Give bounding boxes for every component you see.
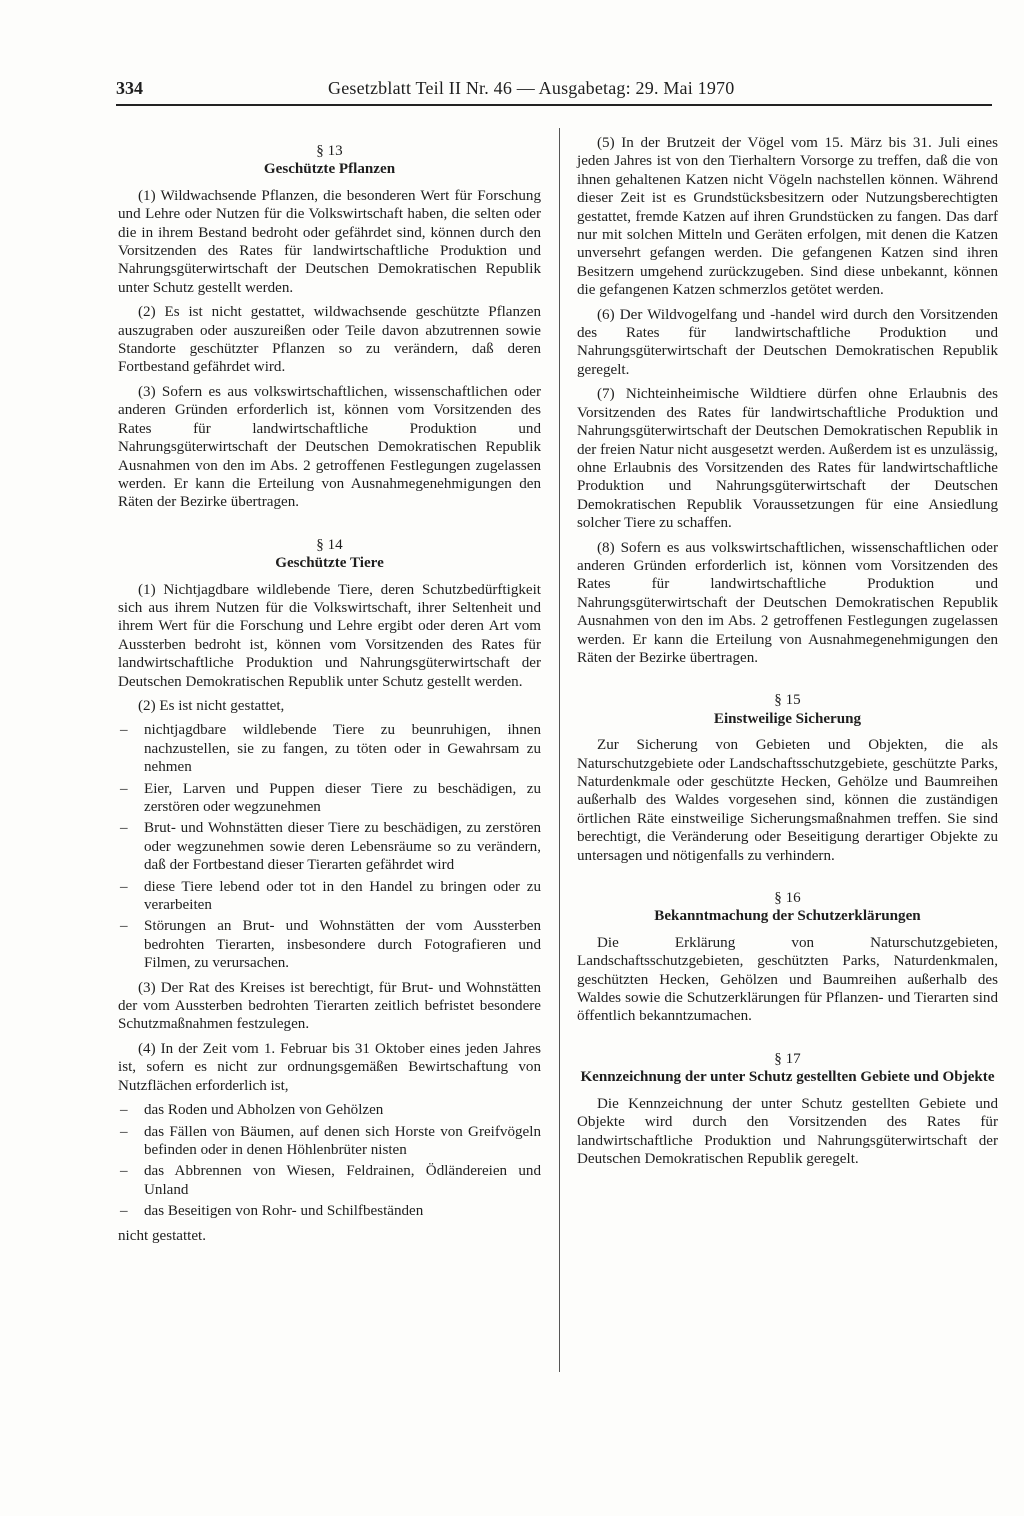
list-item: – das Fällen von Bäumen, auf denen sich Horste von Greifvögeln befinden oder in denen Höhlenbrüter nisten [120,1123,541,1158]
section-14-para-2-intro: (2) Es ist nicht gestattet, [138,697,285,714]
left-column [118,134,541,1251]
list-item: – diese Tiere lebend oder tot in den Handel zu bringen oder zu verarbeiten [120,878,541,914]
section-15-number: § 15 [774,692,801,709]
list-item: – Störungen an Brut- und Wohnstätten der vom Aussterben bedrohten Tierarten, insbesondere durch Fotografieren und Filmen, zu verursachen. [120,918,541,972]
section-13-number: § 13 [316,143,343,159]
section-14-para-3: (3) Der Rat des Kreises ist berechtigt, für Brut- und Wohnstätten der vom Aussterben bedrohten Tierarten zeitlich befristet besondere Schutzmaßnahmen festzulegen. [118,979,541,1033]
section-13-para-3: (3) Sofern es aus volkswirtschaftlichen, wissenschaftlichen oder anderen Gründen erforderlich ist, können vom Vorsitzenden des Rates für landwirtschaftliche Produktion und Nahrungsgüterwirtschaft der Deutschen Demokratischen Republik Ausnahmen von den im Abs. 2 getroffenen Festlegungen zugelassen werden. Er kann die Erteilung von Ausnahmegenehmigungen den Räten der Bezirke übertragen. [118,383,541,511]
section-14-para-1: (1) Nichtjagdbare wildlebende Tiere, deren Schutzbedürftigkeit sich aus ihrem Nutzen für die Volkswirtschaft, ihrer Seltenheit und ihrem Wert für die Forschung und Lehre ergibt oder deren Art vom Aussterben bedroht ist, können vom Vorsitzenden des Rates für landwirtschaftliche Produktion und Nahrungsgüterwirtschaft der Deutschen Demokratischen Republik unter Schutz gestellt werden. [118,581,541,690]
section-16-title: Bekanntmachung der Schutzerklärungen [654,908,921,925]
section-14-para-4-end: nicht gestattet. [118,1227,207,1244]
list-item: – Eier, Larven und Puppen dieser Tiere zu beschädigen, zu zerstören oder wegzunehmen [120,780,541,815]
section-14-para-6: (6) Der Wildvogelfang und -handel wird durch den Vorsitzenden des Rates für landwirtschaftliche Produktion und Nahrungsgüterwirtschaft der Deutschen Demokratischen Republik geregelt. [577,306,998,378]
section-14-para-8: (8) Sofern es aus volkswirtschaftlichen, wissenschaftlichen oder anderen Gründen erforderlich ist, können vom Vorsitzenden des Rates für landwirtschaftliche Produktion und Nahrungsgüterwirtschaft der Deutschen Demokratischen Republik Ausnahmen von den im Abs. 2 getroffenen Festlegungen zugelassen werden. Er kann die Erteilung von Ausnahmegenehmigungen den Räten der Bezirke übertragen. [577,539,998,666]
section-13-para-2: (2) Es ist nicht gestattet, wildwachsende geschützte Pflanzen auszugraben oder auszureißen oder Teile davon abzutrennen sowie Standorte geschützter Pflanzen so zu verändern, daß deren Fortbestand gefährdet wird. [118,304,541,376]
list-item: – Brut- und Wohnstätten dieser Tiere zu beschädigen, zu zerstören oder wegzunehmen sowie deren Lebensräume so zu verändern, daß der Fortbestand dieser Tierarten gefährdet wird [120,820,541,874]
section-14-number: § 14 [316,536,343,553]
section-15-para-1: Zur Sicherung von Gebieten und Objekten, die als Naturschutzgebiete oder Landschaftsschutzgebiete, geschützte Parks, Naturdenkmale oder geschützte Hecken, Gehölze und Baumreihen außerhalb des Waldes vorgesehen sind, können die zuständigen örtlichen Räte einstweilige Sicherungsmaßnahmen treffen. Sie sind berechtigt, die Veränderung oder Beseitigung derartiger Objekte zu untersagen und nötigenfalls zu verhindern. [577,737,998,864]
section-14-para-4-list [118,1101,541,1220]
section-14-title: Geschützte Tiere [275,555,384,572]
right-column [577,134,998,1174]
running-head: Gesetzblatt Teil II Nr. 46 — Ausgabetag: 29. Mai 1970 [328,78,735,98]
section-17-title: Kennzeichnung der unter Schutz gestellten Gebiete und Objekte [580,1069,995,1086]
list-item: – das Beseitigen von Rohr- und Schilfbeständen [120,1203,424,1220]
section-14-para-7: (7) Nichteinheimische Wildtiere dürfen ohne Erlaubnis des Vorsitzenden des Rates für landwirtschaftliche Produktion und Nahrungsgüterwirtschaft der Deutschen Demokratischen Republik in der freien Natur nicht ausgesetzt werden. Außerdem ist es unzulässig, ohne Erlaubnis des Vorsitzenden des Rates für landwirtschaftliche Produktion und Nahrungsgüterwirtschaft der Deutschen Demokratischen Republik Voraussetzungen für eine Ansiedlung solcher Tiere zu schaffen. [577,386,998,532]
section-14-para-2-list [118,721,541,972]
section-16-para-1: Die Erklärung von Naturschutzgebieten, Landschaftsschutzgebieten, geschützten Parks, Naturdenkmalen, geschützten Hecken, Gehölzen und Baumreihen außerhalb des Waldes sowie die Schutzerklärungen für Pflanzen- und Tierarten sind öffentlich bekanntzumachen. [577,934,998,1025]
list-item: – das Roden und Abholzen von Gehölzen [120,1102,384,1119]
section-14-para-5: (5) In der Brutzeit der Vögel vom 15. März bis 31. Juli eines jeden Jahres ist von den Tierhaltern Vorsorge zu treffen, daß die von ihnen gehaltenen Katzen nicht Vögeln nachstellen können. Während dieser Zeit ist es Grundstücksbesitzern oder Nutzungsberechtigten gestattet, fremde Katzen auf ihren Grundstücken zu fangen. Das darf nur mit solchen Mitteln und Geräten erfolgen, mit denen die Katzen unversehrt gefangen werden. Die gefangenen Katzen sind ihren Besitzern umgehend zurückzugeben. Sind diese unbekannt, können die gefangenen Katzen schmerzlos getötet werden. [577,135,998,299]
section-17-number: § 17 [774,1050,801,1067]
section-13-title: Geschützte Pflanzen [263,161,396,178]
page-header [116,74,992,106]
column-divider [559,128,560,1372]
list-item: – das Abbrennen von Wiesen, Feldrainen, Ödländereien und Unland [120,1163,541,1198]
list-item: – nichtjagdbare wildlebende Tiere zu beunruhigen, ihnen nachzustellen, sie zu fangen, zu töten oder in Gewahrsam zu nehmen [120,722,541,776]
section-14-para-4-intro: (4) In der Zeit vom 1. Februar bis 31 Oktober eines jeden Jahres ist, sofern es nicht zur ordnungsgemäßen Bewirtschaftung von Nutzflächen erforderlich ist, [118,1040,541,1094]
section-13-para-1: (1) Wildwachsende Pflanzen, die besonderen Wert für Forschung und Lehre oder Nutzen für die Volkswirtschaft haben, die selten oder die in ihrem Bestand bedroht oder gefährdet sind, können durch den Vorsitzenden des Rates für landwirtschaftliche Produktion und Nahrungsgüterwirtschaft der Deutschen Demokratischen Republik unter Schutz gestellt werden. [118,187,541,296]
section-17-para-1: Die Kennzeichnung der unter Schutz gestellten Gebiete und Objekte wird durch den Vorsitzenden des Rates für landwirtschaftliche Produktion und Nahrungsgüterwirtschaft der Deutschen Demokratischen Republik geregelt. [577,1095,998,1167]
page-number: 334 [116,78,143,98]
section-15-title: Einstweilige Sicherung [713,710,862,727]
section-16-number: § 16 [774,890,801,907]
